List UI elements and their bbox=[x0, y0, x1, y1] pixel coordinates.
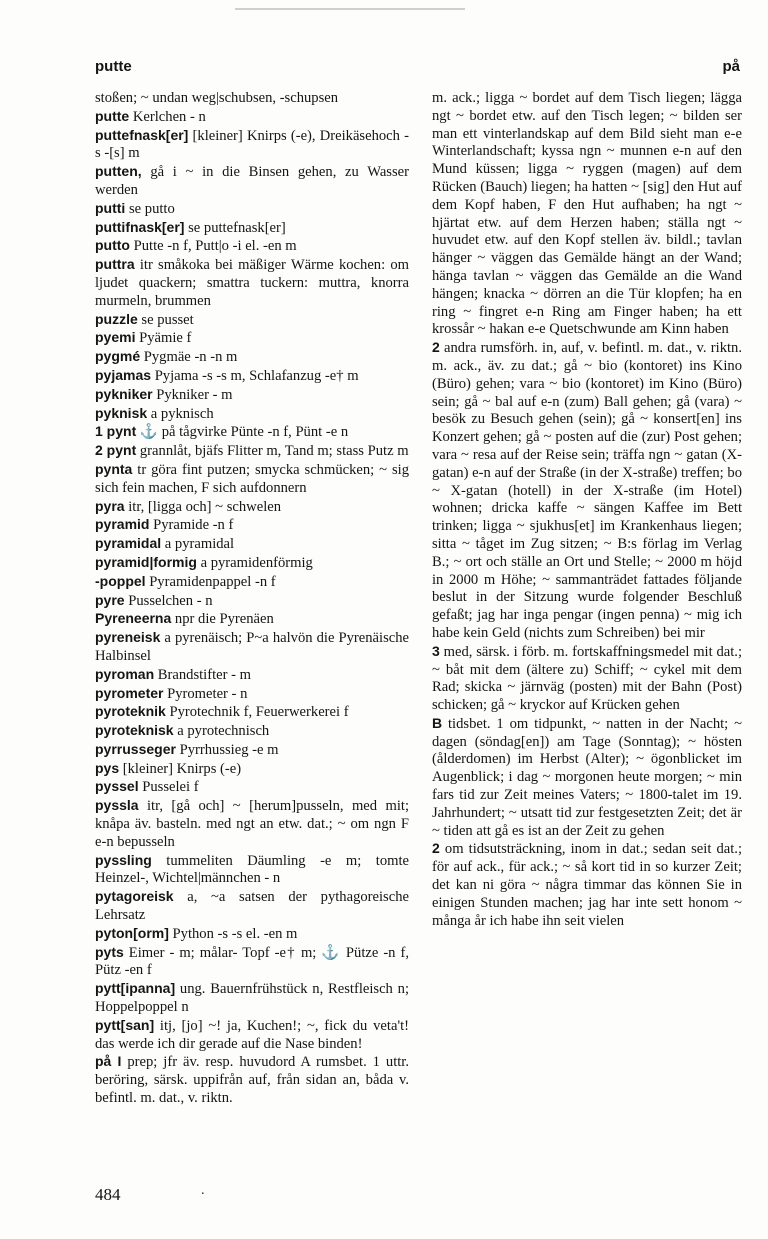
entry-text: a pyrenäisch; P~a halvön die Pyrenäische Halbinsel bbox=[95, 630, 409, 664]
entry-text: Pyrometer - n bbox=[163, 685, 248, 702]
entry-text: Kerlchen - n bbox=[129, 108, 206, 125]
dictionary-entry bbox=[95, 405, 409, 424]
entry-headword: pyknisk bbox=[95, 404, 148, 421]
entry-text: itr, [ligga och] ~ schwelen bbox=[124, 498, 282, 515]
entry-headword: pyramid bbox=[95, 516, 150, 533]
dictionary-entry bbox=[432, 339, 742, 643]
entry-headword: pyts bbox=[95, 943, 124, 960]
entry-headword: pyjamas bbox=[95, 366, 152, 383]
entry-headword: putten, bbox=[95, 163, 142, 180]
entry-text: Python -s -s el. -en m bbox=[168, 925, 298, 942]
entry-headword: pyre bbox=[95, 591, 125, 608]
entry-headword: pyra bbox=[95, 497, 125, 514]
entry-text: Pusselchen - n bbox=[124, 592, 213, 609]
dictionary-entry bbox=[95, 442, 409, 461]
entry-headword: 2 pynt bbox=[95, 442, 137, 459]
entry-headword: 2 bbox=[432, 840, 440, 857]
entry-headword: pyrrusseger bbox=[95, 740, 176, 757]
entry-text: grannlåt, bjäfs Flitter m, Tand m; stass Putz m bbox=[136, 443, 409, 460]
dictionary-entry bbox=[95, 311, 409, 330]
entry-text: a pyrotechnisch bbox=[173, 723, 270, 740]
dictionary-entry bbox=[95, 685, 409, 704]
dictionary-entry bbox=[95, 722, 409, 741]
dictionary-entry bbox=[95, 573, 409, 592]
entry-text: a pyramidal bbox=[161, 536, 235, 553]
entry-headword: puzzle bbox=[95, 310, 138, 327]
entry-text: itr, [gå och] ~ [herum]pusseln, med mit; knåpa äv. basteln. med ngt an etw. dat.; ~ om ngn F e-n bepusseln bbox=[95, 798, 409, 850]
entry-headword: pygmé bbox=[95, 348, 141, 365]
entry-headword: 1 pynt bbox=[95, 423, 137, 440]
entry-headword: pynta bbox=[95, 460, 133, 477]
entry-headword: pyroteknik bbox=[95, 703, 166, 720]
entry-headword: pyroteknisk bbox=[95, 722, 174, 739]
entry-text: m. ack.; ligga ~ bordet auf dem Tisch liegen; lägga ngt ~ bordet etw. auf den Tisch legen; ~ bilden ser man ett vinterlandskap auf dem Bild sieht man e-e Winterlandschaft; kyssa ngn ~ munnen e-n auf den Mund küssen; ligga ~ ryggen (magen) auf dem Rücken (Bauch) liegen; ha hatten ~ [sig] den Hut auf dem Kopf haben, F den Hut aufhaben; ha ngt ~ hjärtat etw. auf dem Herzen haben; ställa ngt ~ huvudet etw. auf den Kopf stellen äv. bildl.; tavlan hänger ~ väggen das Gemälde hängt an der Wand; hänga tavlan ~ väggen das Gemälde an die Wand hängen; knacka ~ dörren an die Tür klopfen; ha en ring ~ fingret e-n Ring am Finger haben; ha ett krossår ~ hakan e-e Quetschwunde am Kinn haben bbox=[432, 90, 742, 338]
entry-text: Pyramide -n f bbox=[149, 517, 234, 534]
dictionary-entry bbox=[95, 256, 409, 310]
dictionary-entry bbox=[95, 108, 409, 127]
entry-text: Pyämie f bbox=[135, 330, 192, 347]
dictionary-entry bbox=[95, 554, 409, 573]
entry-headword: putto bbox=[95, 237, 130, 254]
dictionary-entry bbox=[95, 592, 409, 611]
dictionary-entry bbox=[95, 386, 409, 405]
dictionary-entry bbox=[95, 329, 409, 348]
entry-headword: putti bbox=[95, 199, 126, 216]
dictionary-entry bbox=[95, 852, 409, 889]
entry-text: Pyrrhussieg -e m bbox=[175, 741, 279, 758]
right-column bbox=[432, 90, 742, 930]
dictionary-entry bbox=[95, 498, 409, 517]
entry-text: itj, [jo] ~! ja, Kuchen!; ~, fick du veta't! das werde ich dir gerade auf die Nase binden! bbox=[95, 1017, 409, 1052]
entry-headword: pyssla bbox=[95, 797, 139, 814]
dictionary-entry bbox=[95, 219, 409, 238]
dictionary-entry bbox=[95, 980, 409, 1017]
top-edge-line bbox=[235, 8, 465, 10]
page-number: 484 bbox=[95, 1185, 121, 1204]
dictionary-entry bbox=[95, 348, 409, 367]
running-head-right: på bbox=[722, 58, 740, 75]
entry-text: tummeliten Däumling -e m; tomte Heinzel-, Wichtel|männchen - n bbox=[95, 852, 409, 887]
dictionary-entry bbox=[95, 1053, 409, 1107]
entry-headword: puttra bbox=[95, 256, 135, 273]
entry-text: a, ~a satsen der pythagoreische Lehrsatz bbox=[95, 889, 409, 924]
dictionary-entry bbox=[95, 127, 409, 164]
entry-text: Pusselei f bbox=[138, 779, 199, 796]
dictionary-entry bbox=[95, 461, 409, 498]
entry-text: [kleiner] Knirps (-e) bbox=[119, 760, 242, 777]
footer-mark: . bbox=[201, 1183, 205, 1198]
dictionary-entry bbox=[95, 610, 409, 629]
entry-headword: -poppel bbox=[95, 572, 146, 589]
entry-headword: pyroman bbox=[95, 665, 155, 682]
dictionary-entry bbox=[95, 629, 409, 666]
entry-text: Pyjama -s -s m, Schlafanzug -e† m bbox=[151, 367, 359, 384]
entry-headword: 2 bbox=[432, 339, 440, 356]
dictionary-entry bbox=[432, 715, 742, 841]
dictionary-entry bbox=[95, 797, 409, 851]
entry-text: Pykniker - m bbox=[152, 386, 233, 403]
entry-text: ⚓ på tågvirke Pünte -n f, Pünt -e n bbox=[136, 424, 349, 441]
entry-headword: puttefnask[er] bbox=[95, 126, 189, 143]
entry-text: a pyramidenförmig bbox=[196, 554, 313, 571]
entry-headword: pyssling bbox=[95, 851, 152, 868]
entry-headword: pyrometer bbox=[95, 684, 164, 701]
dictionary-entry bbox=[432, 90, 742, 339]
dictionary-entry bbox=[95, 666, 409, 685]
entry-headword: pytt[san] bbox=[95, 1016, 155, 1033]
entry-headword: pyssel bbox=[95, 778, 139, 795]
dictionary-entry bbox=[432, 840, 742, 930]
entry-headword: B bbox=[432, 714, 443, 731]
dictionary-entry bbox=[95, 516, 409, 535]
entry-headword: puttifnask[er] bbox=[95, 218, 185, 235]
entry-headword: pyreneisk bbox=[95, 629, 161, 646]
entry-text: se puttefnask[er] bbox=[184, 219, 286, 236]
entry-headword: 3 bbox=[432, 642, 440, 659]
dictionary-entry bbox=[95, 367, 409, 386]
entry-text: prep; jfr äv. resp. huvudord A rumsbet. 1 uttr. beröring, särsk. uppifrån auf, från sidan an, båda v. befintl. m. dat., v. riktn. bbox=[95, 1054, 410, 1107]
dictionary-entry bbox=[95, 423, 409, 442]
dictionary-entry bbox=[95, 237, 409, 256]
entry-text: Eimer - m; målar- Topf -e† m; ⚓ Pütze -n f, Pütz -en f bbox=[95, 944, 409, 979]
entry-text: se pusset bbox=[137, 311, 194, 328]
dictionary-entry bbox=[432, 643, 742, 715]
dictionary-entry bbox=[95, 1017, 409, 1054]
entry-text: itr småkoka bei mäßiger Wärme kochen: om ljudet quackern; smattra tuckern: muttra, knorra murmeln, brummen bbox=[95, 257, 409, 309]
entry-text: med, särsk. i förb. m. fortskaffningsmedel mit dat.; ~ båt mit dem (ältere zu) Schiff; ~ cykel mit dem Rad; skicka ~ järnväg (posten) mit der Bahn (Post) schicken; gå ~ kryckor auf Krücken gehen bbox=[432, 643, 742, 714]
running-head-left: putte bbox=[95, 58, 132, 75]
entry-text: Brandstifter - m bbox=[154, 666, 251, 683]
entry-text: Pyrotechnik f, Feuerwerkerei f bbox=[165, 704, 349, 721]
entry-headword: på I bbox=[95, 1053, 122, 1070]
dictionary-entry bbox=[95, 944, 409, 981]
dictionary-entry bbox=[95, 888, 409, 925]
dictionary-entry bbox=[95, 741, 409, 760]
entry-text: a pyknisch bbox=[147, 405, 214, 422]
entry-headword: pyemi bbox=[95, 329, 136, 346]
entry-text: tidsbet. 1 om tidpunkt, ~ natten in der Nacht; ~ dagen (söndag[en]) am Tage (Sonntag); ~ hösten (ålderdomen) im Herbst (Alter); ~ ögonblicket im Augenblick; i dag ~ morgonen heute morgen; ~ min fars tid zur Zeit meines Vaters; ~ 1800-talet im 19. Jahrhundert; ~ utsatt tid zur festgesetzten Zeit; det är ~ tiden att gå es ist an der Zeit zu gehen bbox=[432, 715, 742, 839]
entry-text: tr göra fint putzen; smycka schmücken; ~ sig sich fein machen, F sich aufdonnern bbox=[95, 461, 409, 496]
entry-text: ung. Bauernfrühstück n, Restfleisch n; Hoppelpoppel n bbox=[95, 981, 409, 1016]
left-column bbox=[95, 90, 409, 1108]
dictionary-entry bbox=[95, 778, 409, 797]
entry-headword: pyramid|formig bbox=[95, 553, 197, 570]
dictionary-entry bbox=[95, 703, 409, 722]
entry-headword: pyramidal bbox=[95, 535, 162, 552]
entry-headword: pytt[ipanna] bbox=[95, 980, 176, 997]
entry-text: om tidsutsträckning, inom in dat.; sedan seit dat.; för auf ack., für ack.; ~ så kort tid in so kurzer Zeit; det kan ni göra ~ några timmar das können Sie in einigen Stunden machen; jag har inte sett honom ~ många år ich habe ihn seit vielen bbox=[432, 841, 742, 929]
entry-text: Pyramidenpappel -n f bbox=[145, 573, 276, 590]
entry-headword: pykniker bbox=[95, 385, 153, 402]
entry-text: Pygmäe -n -n m bbox=[140, 349, 238, 366]
dictionary-entry bbox=[95, 200, 409, 219]
entry-text: [kleiner] Knirps (-e), Dreikäsehoch -s -[s] m bbox=[95, 127, 409, 162]
entry-text: se putto bbox=[125, 200, 175, 217]
dictionary-entry bbox=[95, 90, 409, 108]
entry-text: Putte -n f, Putt|o -i el. -en m bbox=[129, 238, 297, 255]
entry-text: stoßen; ~ undan weg|schubsen, -schupsen bbox=[95, 90, 339, 106]
entry-text: gå i ~ in die Binsen gehen, zu Wasser werden bbox=[95, 164, 409, 198]
dictionary-entry bbox=[95, 535, 409, 554]
entry-text: npr die Pyrenäen bbox=[171, 611, 274, 628]
entry-headword: Pyreneerna bbox=[95, 610, 172, 627]
dictionary-entry bbox=[95, 760, 409, 779]
entry-headword: pys bbox=[95, 759, 120, 776]
entry-headword: pyton[orm] bbox=[95, 924, 169, 941]
dictionary-entry bbox=[95, 163, 409, 200]
entry-headword: pytagoreisk bbox=[95, 888, 174, 905]
dictionary-entry bbox=[95, 925, 409, 944]
entry-text: andra rumsförh. in, auf, v. befintl. m. dat., v. riktn. m. ack., äv. zu dat.; gå ~ bio (kontoret) ins Kino (Büro) gehen; vara ~ bio (kontoret) im Kino (Büro) sein; gå ~ bal auf e-n (zum) Ball gehen; gå (vara) ~ besök zu Besuch gehen (sein); gå ~ konsert[en] ins Konzert gehen; gå ~ posten auf die (zur) Post gehen; vara ~ resa auf der Reise sein; träffa ngn ~ gatan (X-gatan) e-n auf der Straße (in der X-straße) treffen; bo ~ X-gatan (hotell) in der X-straße (im Hotel) wohnen; dricka kaffe ~ sängen Kaffee im Bett trinken; ligga ~ sjukhus[et] im Krankenhaus liegen; sitta ~ tåget im Zug sitzen; ~ B:s förlag im Verlag B.; ~ ort och ställe an Ort und Stelle; ~ 2000 m höjd in 2000 m Höhe; ~ sammanträdet fattades följande beslut in der Sitzung wurde folgender Beschluß gefaßt; jag har inga pengar (ingen penna) ~ mig ich habe kein Geld (nichts zum Schreiben) bei mir bbox=[432, 340, 742, 641]
entry-headword: putte bbox=[95, 107, 130, 124]
